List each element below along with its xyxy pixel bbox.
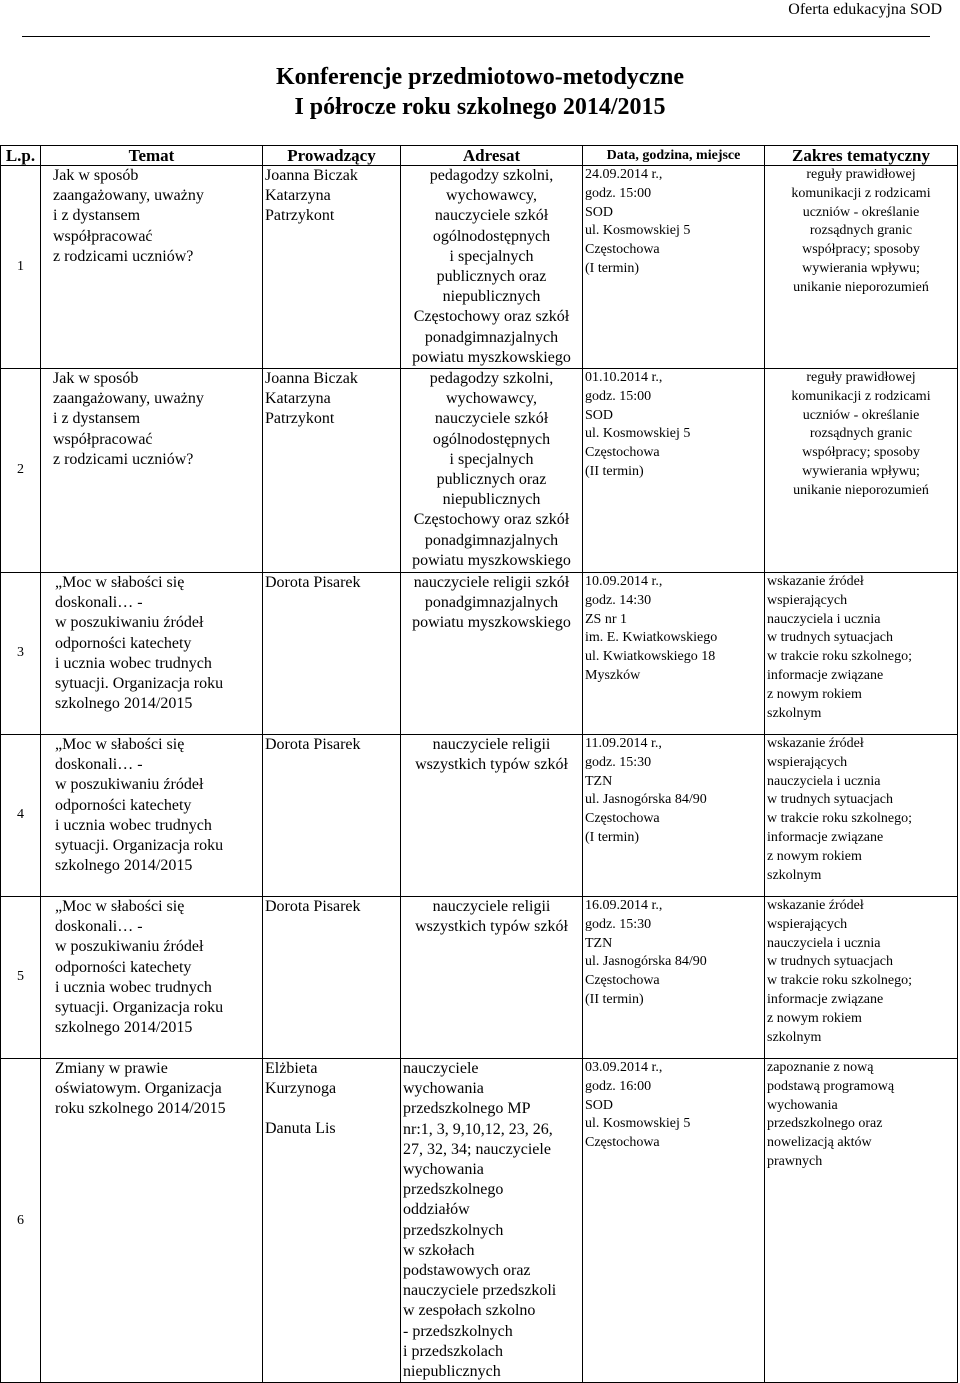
row-number: 4 xyxy=(1,735,41,897)
row-temat: „Moc w słabości się doskonali… - w poszukiwaniu źródeł odporności katechety i ucznia wobec trudnych sytuacji. Organizacja roku szkolnego 2014/2015 xyxy=(41,897,263,1059)
row-adresat: nauczyciele wychowania przedszkolnego MP nr:1, 3, 9,10,12, 23, 26, 27, 32, 34; nauczyciele wychowania przedszkolnego oddziałów przedszkolnych w szkołach podstawowych oraz nauczyciele przedszkoli w zespołach szkolno - przedszkolnych i przedszkolach niepublicznych xyxy=(401,1059,583,1383)
title-line-2: I półrocze roku szkolnego 2014/2015 xyxy=(294,94,666,120)
data-term: (I termin) xyxy=(585,830,640,846)
row-adresat: pedagodzy szkolni, wychowawcy, nauczyciele szkół ogólnodostępnych i specjalnych publicznych oraz niepublicznych Częstochowy oraz szkół ponadgimnazjalnych powiatu myszkowskiego xyxy=(401,166,583,369)
row-temat: Zmiany w prawie oświatowym. Organizacja roku szkolnego 2014/2015 xyxy=(41,1059,263,1383)
data-details: 01.10.2014 r., godz. 15:00 SOD ul. Kosmowskiej 5 Częstochowa xyxy=(585,370,691,461)
table-row xyxy=(1,897,958,1059)
prowadzacy-name: Joanna Biczak xyxy=(265,167,358,184)
data-details: 24.09.2014 r., godz. 15:00 SOD ul. Kosmowskiej 5 Częstochowa xyxy=(585,167,691,258)
row-zakres: reguły prawidłowej komunikacji z rodzicami uczniów - określanie rozsądnych granic współpracy; sposoby wywierania wpływu; unikanie nieporozumień xyxy=(765,369,958,573)
table-row xyxy=(1,735,958,897)
table-row xyxy=(1,369,958,573)
row-number: 1 xyxy=(1,166,41,369)
row-data xyxy=(583,735,765,897)
column-header-data: Data, godzina, miejsce xyxy=(583,146,765,166)
prowadzacy-name: Katarzyna Patrzykont xyxy=(265,187,335,225)
row-temat: „Moc w słabości się doskonali… - w poszukiwaniu źródeł odporności katechety i ucznia wobec trudnych sytuacji. Organizacja roku szkolnego 2014/2015 xyxy=(41,735,263,897)
row-adresat: nauczyciele religii szkół ponadgimnazjalnych powiatu myszkowskiego xyxy=(401,573,583,735)
row-adresat: pedagodzy szkolni, wychowawcy, nauczyciele szkół ogólnodostępnych i specjalnych publicznych oraz niepublicznych Częstochowy oraz szkół ponadgimnazjalnych powiatu myszkowskiego xyxy=(401,369,583,573)
row-number: 3 xyxy=(1,573,41,735)
row-number: 2 xyxy=(1,369,41,573)
row-zakres: wskazanie źródeł wspierających nauczyciela i ucznia w trudnych sytuacjach w trakcie roku szkolnego; informacje związane z nowym rokiem szkolnym xyxy=(765,735,958,897)
row-zakres: zapoznanie z nową podstawą programową wychowania przedszkolnego oraz nowelizacją aktów prawnych xyxy=(765,1059,958,1383)
row-prowadzacy xyxy=(263,1059,401,1383)
row-number: 5 xyxy=(1,897,41,1059)
prowadzacy-name: Dorota Pisarek xyxy=(265,736,361,754)
data-details: 11.09.2014 r., godz. 15:30 TZN ul. Jasnogórska 84/90 Częstochowa xyxy=(585,736,707,827)
prowadzacy-name: Joanna Biczak xyxy=(265,370,358,388)
prowadzacy-name: Katarzyna Patrzykont xyxy=(265,390,335,428)
table-row xyxy=(1,166,958,369)
data-term: (II termin) xyxy=(585,992,644,1008)
row-data xyxy=(583,369,765,573)
row-zakres: reguły prawidłowej komunikacji z rodzicami uczniów - określanie rozsądnych granic współpracy; sposoby wywierania wpływu; unikanie nieporozumień xyxy=(765,166,958,369)
row-data xyxy=(583,897,765,1059)
table-row xyxy=(1,573,958,735)
row-data xyxy=(583,1059,765,1383)
column-header-prowadzacy: Prowadzący xyxy=(263,146,401,166)
column-header-temat: Temat xyxy=(41,146,263,166)
prowadzacy-name: Dorota Pisarek xyxy=(265,574,361,592)
column-header-zakres: Zakres tematyczny xyxy=(765,146,958,166)
row-prowadzacy xyxy=(263,166,401,369)
row-adresat: nauczyciele religii wszystkich typów szkół xyxy=(401,735,583,897)
table-row xyxy=(1,1059,958,1383)
column-header-lp: L.p. xyxy=(1,146,41,166)
prowadzacy-name: Elżbieta Kurzynoga xyxy=(265,1060,337,1098)
row-data xyxy=(583,573,765,735)
row-temat: „Moc w słabości się doskonali… - w poszukiwaniu źródeł odporności katechety i ucznia wobec trudnych sytuacji. Organizacja roku szkolnego 2014/2015 xyxy=(41,573,263,735)
data-term: (II termin) xyxy=(585,464,644,480)
title-line-1: Konferencje przedmiotowo-metodyczne xyxy=(275,64,685,90)
data-details: 03.09.2014 r., godz. 16:00 SOD ul. Kosmowskiej 5 Częstochowa xyxy=(585,1060,691,1151)
row-adresat: nauczyciele religii wszystkich typów szkół xyxy=(401,897,583,1059)
row-zakres: wskazanie źródeł wspierających nauczyciela i ucznia w trudnych sytuacjach w trakcie roku szkolnego; informacje związane z nowym rokiem szkolnym xyxy=(765,573,958,735)
spacer xyxy=(265,1099,398,1119)
conference-table xyxy=(0,145,958,1383)
row-temat: Jak w sposób zaangażowany, uważny i z dystansem współpracować z rodzicami uczniów? xyxy=(41,369,263,573)
row-prowadzacy xyxy=(263,573,401,735)
row-zakres: wskazanie źródeł wspierających nauczyciela i ucznia w trudnych sytuacjach w trakcie roku szkolnego; informacje związane z nowym rokiem szkolnym xyxy=(765,897,958,1059)
row-number: 6 xyxy=(1,1059,41,1383)
data-details: 16.09.2014 r., godz. 15:30 TZN ul. Jasnogórska 84/90 Częstochowa xyxy=(585,898,707,989)
row-prowadzacy xyxy=(263,897,401,1059)
row-prowadzacy xyxy=(263,735,401,897)
table-header-row xyxy=(1,146,958,166)
column-header-adresat: Adresat xyxy=(401,146,583,166)
data-term: (I termin) xyxy=(585,260,640,276)
header-title: Oferta edukacyjna SOD xyxy=(788,1,942,18)
prowadzacy-name: Danuta Lis xyxy=(265,1120,336,1138)
row-prowadzacy xyxy=(263,369,401,573)
header-rule xyxy=(22,36,930,37)
row-temat: Jak w sposób zaangażowany, uważny i z dystansem współpracować z rodzicami uczniów? xyxy=(41,166,263,369)
prowadzacy-name: Dorota Pisarek xyxy=(265,898,361,916)
row-data xyxy=(583,166,765,369)
page-title xyxy=(0,62,960,122)
data-details: 10.09.2014 r., godz. 14:30 ZS nr 1 im. E. Kwiatkowskiego ul. Kwiatkowskiego 18 Myszków xyxy=(585,574,718,684)
